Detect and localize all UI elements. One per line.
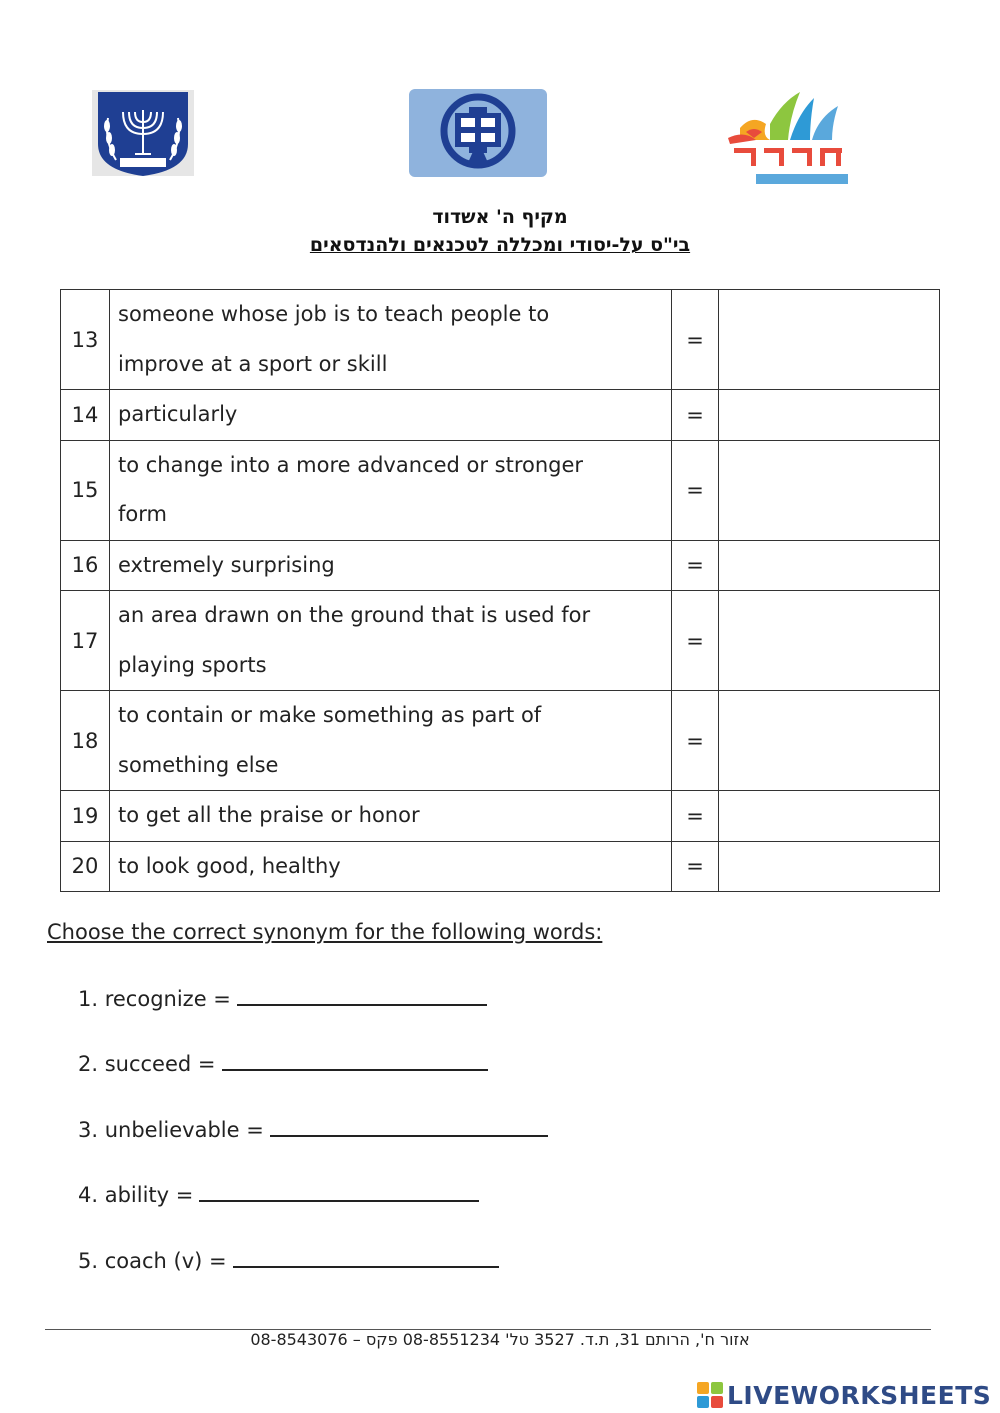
- definition-line: to get all the praise or honor: [118, 803, 420, 827]
- definition-cell: [110, 290, 672, 390]
- exercise-instruction: Choose the correct synonym for the following words:: [47, 920, 603, 944]
- definition-cell: [110, 691, 672, 791]
- state-emblem-icon: [90, 88, 196, 178]
- synonym-question: [78, 1182, 479, 1207]
- answer-cell[interactable]: [719, 791, 940, 842]
- answer-blank[interactable]: [199, 1182, 479, 1202]
- definition-line: to change into a more advanced or stronger: [118, 452, 584, 477]
- answer-cell[interactable]: [719, 290, 940, 390]
- row-number: 15: [61, 440, 110, 540]
- definition-line: particularly: [118, 402, 238, 426]
- equals-sign: =: [672, 390, 719, 441]
- table-row: [61, 691, 940, 791]
- row-number: 14: [61, 390, 110, 441]
- synonym-question: [78, 1248, 499, 1273]
- definition-line: extremely surprising: [118, 552, 335, 577]
- row-number: 18: [61, 691, 110, 791]
- table-row: [61, 841, 940, 892]
- equals-sign: =: [672, 841, 719, 892]
- table-row: [61, 290, 940, 390]
- equals-sign: =: [672, 791, 719, 842]
- footer-address: אזור ח', הרותם 31, ת.ד. 3527 טל' 08-8551234 פקס – 08-8543076: [250, 1330, 750, 1349]
- liveworksheets-brand[interactable]: [697, 1377, 991, 1413]
- answer-cell[interactable]: [719, 440, 940, 540]
- definition-line: improve at a sport or skill: [118, 351, 388, 376]
- definition-line: playing sports: [118, 652, 267, 677]
- synonym-question: [78, 986, 487, 1011]
- table-row: [61, 540, 940, 591]
- answer-cell[interactable]: [719, 841, 940, 892]
- definition-cell: [110, 540, 672, 591]
- definition-cell: [110, 791, 672, 842]
- definition-line: to contain or make something as part of: [118, 703, 542, 727]
- row-number: 19: [61, 791, 110, 842]
- synonym-question: [78, 1051, 488, 1076]
- equals-sign: =: [672, 691, 719, 791]
- row-number: 20: [61, 841, 110, 892]
- table-row: [61, 591, 940, 691]
- equals-sign: =: [672, 440, 719, 540]
- table-row: [61, 390, 940, 441]
- definition-line: to look good, healthy: [118, 853, 341, 878]
- liveworksheets-logo-icon: [697, 1382, 723, 1408]
- table-row: [61, 791, 940, 842]
- definition-line: an area drawn on the ground that is used for: [118, 603, 591, 627]
- definition-line: form: [118, 502, 167, 526]
- definition-line: something else: [118, 752, 279, 777]
- equals-sign: =: [672, 540, 719, 591]
- school-logo-icon: [409, 89, 547, 177]
- table-row: [61, 440, 940, 540]
- brand-name: LIVEWORKSHEETS: [727, 1380, 992, 1410]
- school-name: מקיף ה' אשדוד: [432, 206, 568, 228]
- row-number: 16: [61, 540, 110, 591]
- synonym-question: [78, 1117, 548, 1142]
- question-label: 4. ability =: [78, 1183, 194, 1207]
- definition-cell: [110, 591, 672, 691]
- vocabulary-table: [60, 289, 940, 892]
- school-subtitle: בי"ס על-יסודי ומכללה לטכנאים ולהנדסאים: [309, 234, 691, 256]
- definition-cell: [110, 841, 672, 892]
- answer-cell[interactable]: [719, 540, 940, 591]
- equals-sign: =: [672, 290, 719, 390]
- question-label: 2. succeed =: [78, 1052, 216, 1076]
- ashdod-city-logo-icon: [726, 88, 862, 188]
- answer-blank[interactable]: [222, 1051, 488, 1071]
- answer-cell[interactable]: [719, 691, 940, 791]
- row-number: 13: [61, 290, 110, 390]
- answer-blank[interactable]: [233, 1248, 499, 1268]
- definition-cell: [110, 390, 672, 441]
- question-label: 5. coach (v) =: [78, 1249, 227, 1273]
- answer-blank[interactable]: [270, 1117, 548, 1137]
- definition-cell: [110, 440, 672, 540]
- definition-line: someone whose job is to teach people to: [118, 302, 550, 326]
- answer-blank[interactable]: [237, 986, 487, 1006]
- question-label: 3. unbelievable =: [78, 1118, 264, 1142]
- answer-cell[interactable]: [719, 390, 940, 441]
- row-number: 17: [61, 591, 110, 691]
- answer-cell[interactable]: [719, 591, 940, 691]
- question-label: 1. recognize =: [78, 987, 231, 1011]
- equals-sign: =: [672, 591, 719, 691]
